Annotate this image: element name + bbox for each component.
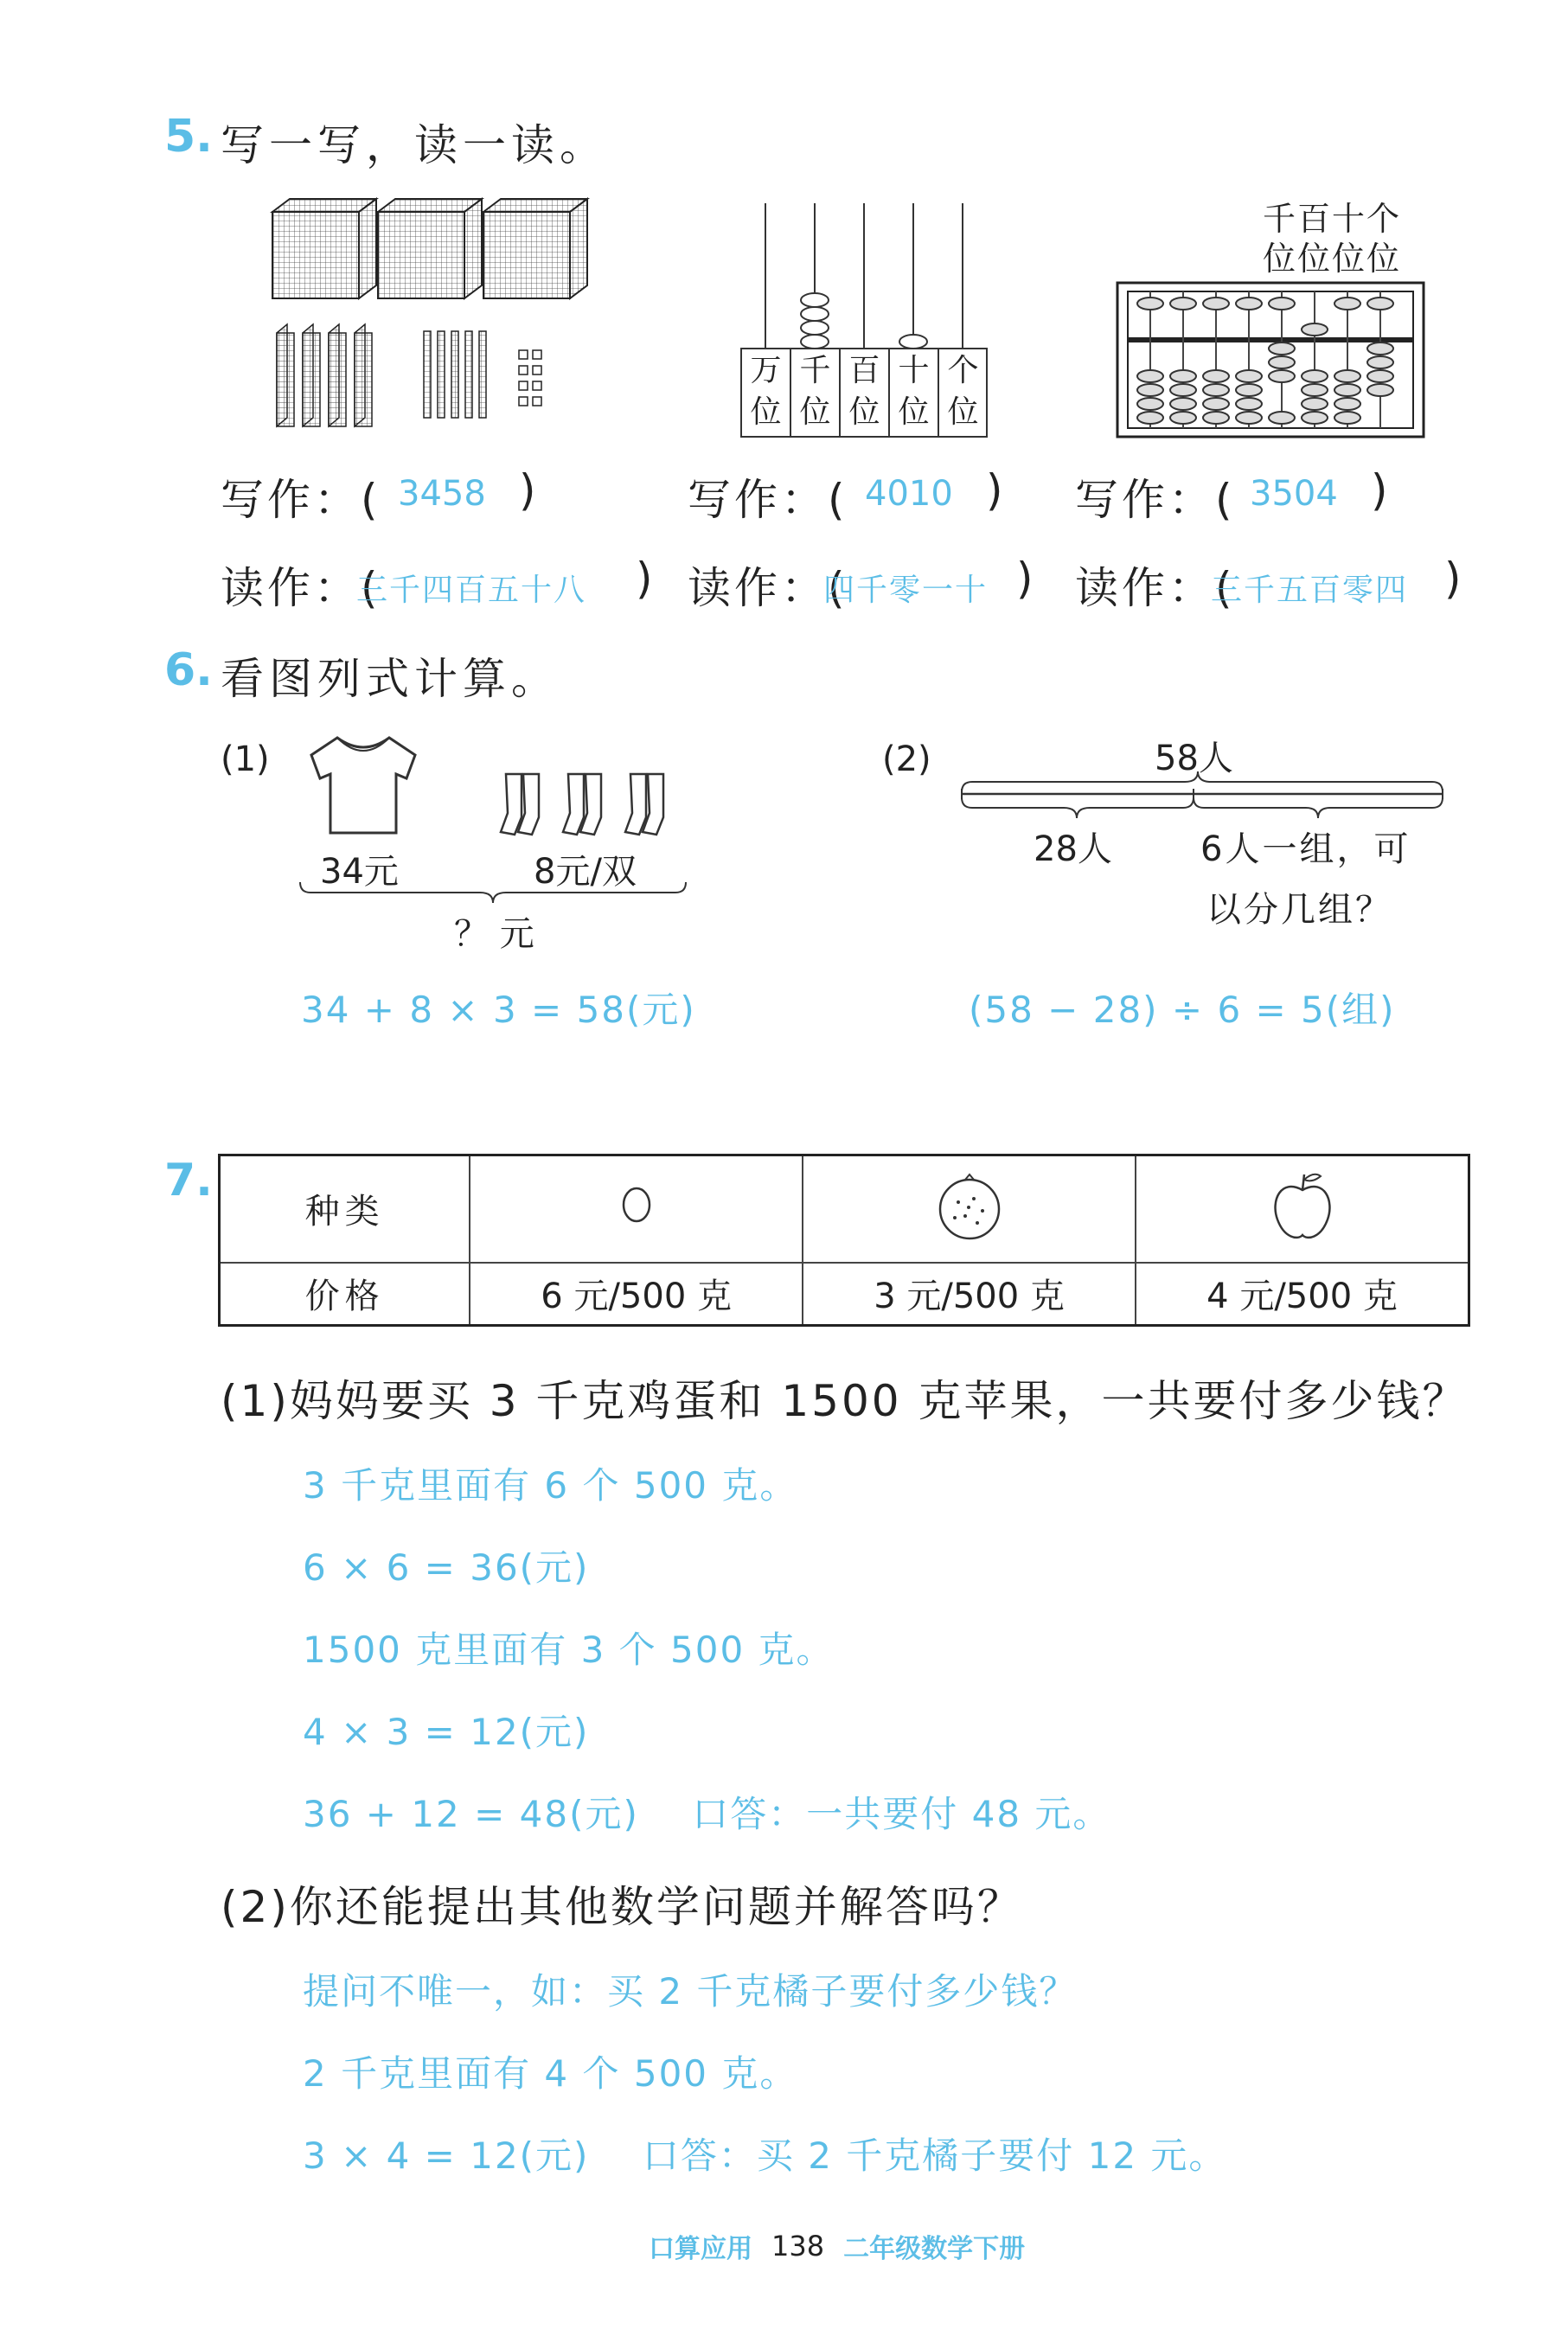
read-label-3: 读作：( (1075, 563, 1236, 613)
write-label-3: 写作：( (1075, 475, 1236, 525)
read-label-1: 读作：( (221, 563, 381, 613)
abacus-label-bottom: 位 (898, 394, 930, 430)
read-label-2: 读作：( (688, 563, 848, 613)
q7-part1-line: 36 + 12 = 48(元) 口答：一共要付 48 元。 (303, 1793, 1111, 1835)
suanpan-header-line1: 千百十个 (1263, 200, 1402, 238)
total-brace (298, 880, 688, 906)
table-cell-egg-price: 6 元/500 克 (470, 1263, 803, 1326)
q7-part1-line: 3 千克里面有 6 个 500 克。 (303, 1464, 798, 1507)
abacus-label-top: 百 (848, 353, 880, 388)
abacus-label-top: 千 (799, 353, 831, 388)
write-answer-2: 4010 (865, 474, 953, 514)
table-cell-orange-price: 3 元/500 克 (803, 1263, 1136, 1326)
read-answer-1: 三千四百五十八 (356, 573, 587, 608)
table-cell-apple-price: 4 元/500 克 (1136, 1263, 1469, 1326)
write-label-2: 写作：( (688, 475, 848, 525)
line-segment-diagram (960, 770, 1444, 822)
abacus-label-top: 个 (947, 353, 979, 388)
table-cell-apple (1136, 1155, 1469, 1263)
q5-title: 写一写，读一读。 (221, 120, 608, 170)
price-table (218, 1154, 1470, 1327)
table-cell-orange (803, 1155, 1136, 1263)
apple-icon (1264, 1166, 1341, 1244)
write-close-2: ) (986, 465, 1007, 515)
q7-number: 7. (164, 1155, 213, 1206)
q6-p1-question: ？ 元 (454, 914, 534, 954)
read-answer-2: 四千零一十 (823, 573, 989, 608)
q7-part2-line: 2 千克里面有 4 个 500 克。 (303, 2052, 798, 2095)
table-row (220, 1155, 1469, 1263)
abacus-label-bottom: 位 (799, 394, 831, 430)
table-row (220, 1263, 1469, 1326)
q6-p2-question-line1: 6人一组，可 (1200, 829, 1411, 869)
q6-p2-total: 58人 (1155, 739, 1233, 778)
q6-title: 看图列式计算。 (221, 654, 560, 704)
suanpan-header (1263, 199, 1401, 278)
thousand-cube (483, 199, 587, 298)
write-close-3: ) (1371, 465, 1392, 515)
abacus-label-bottom: 位 (848, 394, 880, 430)
footer-book-name: 口算应用 (649, 2234, 752, 2264)
hundred-flats (277, 324, 372, 426)
q6-p1-label: (1) (221, 739, 270, 779)
table-cell-egg (470, 1155, 803, 1263)
read-close-2: ) (1016, 554, 1037, 604)
q7-part1-line: 6 × 6 = 36(元) (303, 1546, 590, 1589)
table-header-price: 价格 (220, 1263, 470, 1326)
q7-part1-line: 1500 克里面有 3 个 500 克。 (303, 1629, 835, 1671)
thousand-cube (378, 199, 482, 298)
abacus-label-top: 十 (898, 353, 930, 388)
q7-part1-question: (1)妈妈要买 3 千克鸡蛋和 1500 克苹果，一共要付多少钱？ (221, 1376, 1469, 1426)
q6-p2-part: 28人 (1034, 829, 1112, 869)
orange-icon (931, 1166, 1008, 1244)
abacus-label-bottom: 位 (947, 394, 979, 430)
abacus-label-bottom: 位 (750, 394, 782, 430)
shirt-price: 34元 (320, 852, 399, 892)
shirt-icon (303, 731, 424, 839)
socks-icon (497, 770, 688, 843)
sock-price: 8元/双 (534, 852, 637, 892)
write-answer-3: 3504 (1250, 474, 1338, 514)
table-header-kind: 种类 (220, 1155, 470, 1263)
write-answer-1: 3458 (398, 474, 486, 514)
abacus-label-top: 万 (750, 353, 782, 388)
base-ten-blocks-figure (268, 195, 588, 445)
q6-p2-solution: (58 − 28) ÷ 6 = 5(组) (969, 989, 1396, 1031)
abacus-labels (741, 350, 989, 433)
read-close-3: ) (1444, 554, 1465, 604)
q7-part2-line: 3 × 4 = 12(元) 口答：买 2 千克橘子要付 12 元。 (303, 2134, 1227, 2177)
q7-part2-question: (2)你还能提出其他数学问题并解答吗？ (221, 1882, 1023, 1932)
suanpan-header-line2: 位位位位 (1263, 240, 1402, 278)
q7-part1-line: 4 × 3 = 12(元) (303, 1711, 590, 1753)
q7-part2-line: 提问不唯一，如：买 2 千克橘子要付多少钱？ (303, 1970, 1078, 2013)
q6-p2-label: (2) (882, 739, 931, 779)
footer-grade: 二年级数学下册 (843, 2234, 1026, 2264)
page-footer (649, 2227, 1025, 2265)
thousand-cube (272, 199, 376, 298)
read-answer-3: 三千五百零四 (1211, 573, 1409, 608)
read-close-1: ) (636, 554, 656, 604)
suanpan-figure (1116, 281, 1427, 441)
egg-icon (611, 1179, 662, 1231)
q6-p2-question-line2: 以分几组？ (1206, 890, 1392, 930)
write-label-1: 写作：( (221, 475, 381, 525)
q6-number: 6. (164, 644, 213, 696)
page-number: 138 (771, 2230, 825, 2262)
write-close-1: ) (519, 465, 540, 515)
q6-p1-solution: 34 + 8 × 3 = 58(元) (301, 989, 696, 1031)
q5-number: 5. (164, 111, 213, 163)
unit-cubes (519, 350, 541, 406)
ten-rods (424, 331, 486, 418)
suanpan-beads (1137, 298, 1393, 424)
